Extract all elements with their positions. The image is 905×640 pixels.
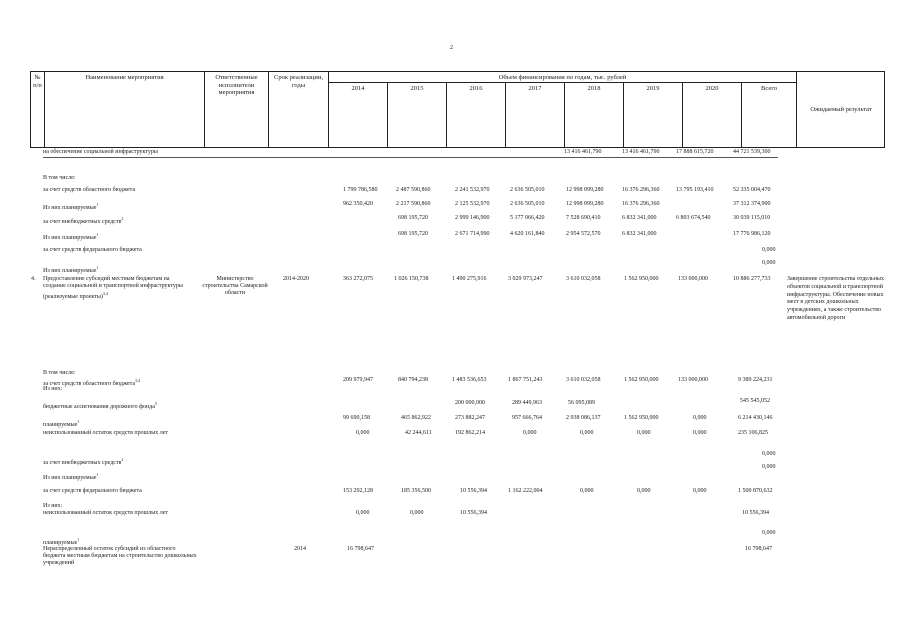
value-cell: 2 938 086,137: [566, 415, 601, 421]
value-cell: 192 862,214: [455, 430, 485, 436]
value-cell: 1 500 870,632: [738, 488, 773, 494]
value-cell: 465 862,922: [401, 415, 431, 421]
value-cell: 3 610 032,058: [566, 276, 601, 282]
value-cell: 99 690,158: [343, 415, 370, 421]
page-number: 2: [450, 45, 453, 51]
value-cell: 289 449,963: [512, 400, 542, 406]
value-cell: 0,000: [637, 430, 651, 436]
item-term: 2014-2020: [283, 276, 309, 282]
value-cell: 37 312 374,900: [733, 201, 771, 207]
item-number: 4.: [31, 276, 36, 282]
value-cell: 10 886 277,733: [733, 276, 771, 282]
value-cell: 0,000: [356, 510, 370, 516]
value-cell: 30 039 115,010: [733, 215, 771, 221]
value-cell: 0,000: [762, 247, 776, 253]
row-label: Нераспределенный остаток субсидий из областного бюджета местным бюджетам на строительство дошкольных учреждений: [43, 546, 197, 566]
value-cell: 2 636 505,010: [510, 187, 545, 193]
value-cell: 0,000: [523, 430, 537, 436]
value-cell: 3 610 032,058: [566, 377, 601, 383]
value-cell: 273 882,247: [455, 415, 485, 421]
item-result: Завершение строительства отдельных объектов социальной и транспортной инфраструктуры. Обеспечение новых мест в детских дошкольных учреждениях, а также строительство автомобильной дороги: [787, 276, 884, 321]
row-term: 2014: [294, 546, 306, 552]
value-cell: 1 026 150,738: [394, 276, 429, 282]
value-cell: 4 620 161,840: [510, 231, 545, 237]
row-label: Из них планируемые$^1$: [43, 265, 99, 274]
value-cell: 363 272,075: [343, 276, 373, 282]
value-cell: 1 867 751,243: [508, 377, 543, 383]
value-cell: 0,000: [580, 430, 594, 436]
value-cell: 56 095,089: [568, 400, 595, 406]
row-label: Из них планируемые$^1$: [43, 472, 99, 481]
value-cell: 12 998 099,280: [566, 187, 604, 193]
value-cell: 44 721 539,300: [733, 149, 771, 155]
value-cell: 0,000: [762, 530, 776, 536]
row-label: за счет средств федерального бюджета: [43, 247, 142, 253]
value-cell: 1 483 536,653: [452, 377, 487, 383]
row-label: за счет средств областного бюджета: [43, 187, 136, 193]
row-label: Из них:: [43, 503, 63, 509]
value-cell: 2 671 714,990: [455, 231, 490, 237]
value-cell: 133 000,000: [678, 276, 708, 282]
value-cell: 0,000: [762, 260, 776, 266]
header-year: 2017: [528, 85, 542, 92]
row-label: за счет средств областного бюджета$^{3,4}$: [43, 378, 141, 387]
header-num: № п/п: [33, 74, 42, 89]
value-cell: 5 177 066,420: [510, 215, 545, 221]
value-cell: 0,000: [580, 488, 594, 494]
row-label: Из них планируемые$^1$: [43, 232, 99, 241]
value-cell: 0,000: [693, 415, 707, 421]
header-divider: [328, 82, 796, 83]
item-responsible: Министерство строительства Самарской области: [202, 276, 268, 296]
value-cell: 6 214 430,146: [738, 415, 773, 421]
header-name: Наименование мероприятия: [85, 74, 164, 81]
value-cell: 133 000,000: [678, 377, 708, 383]
value-cell: 6 832 341,000: [622, 215, 657, 221]
value-cell: 698 195,720: [398, 215, 428, 221]
row-label: на обеспечение социальной инфраструктуры: [43, 149, 158, 155]
value-cell: 2 241 532,970: [455, 187, 490, 193]
value-cell: 2 999 146,900: [455, 215, 490, 221]
value-cell: 0,000: [693, 488, 707, 494]
value-cell: 16 798,647: [745, 546, 772, 552]
value-cell: 1 562 950,000: [624, 377, 659, 383]
header-year: 2016: [469, 85, 483, 92]
value-cell: 9 389 224,231: [738, 377, 773, 383]
row-label: планируемые$^1$: [43, 537, 80, 546]
value-cell: 6 832 341,000: [622, 231, 657, 237]
header-result: Ожидаемый результат: [810, 106, 872, 113]
value-cell: 12 998 099,280: [566, 201, 604, 207]
value-cell: 0,000: [410, 510, 424, 516]
value-cell: 962 350,420: [343, 201, 373, 207]
value-cell: 0,000: [762, 464, 776, 470]
value-cell: 13 416 461,790: [564, 149, 602, 155]
value-cell: 200 000,000: [455, 400, 485, 406]
header-year: 2019: [646, 85, 660, 92]
row-label: неиспользованный остаток средств прошлых лет: [43, 510, 169, 516]
value-cell: 1 162 222,004: [508, 488, 543, 494]
item-name: Предоставление субсидий местным бюджетам на создание социальной и транспортной инфраструктуры (реализуемые проекты)$^{3,4}$: [43, 276, 183, 300]
header-responsible: Ответственные исполнители мероприятия: [215, 74, 258, 96]
row-label: Из них:: [43, 386, 63, 392]
header-divider: [44, 72, 45, 147]
value-cell: 0,000: [637, 488, 651, 494]
value-cell: 17 776 986,120: [733, 231, 771, 237]
value-cell: 1 799 786,580: [343, 187, 378, 193]
header-total: Всего: [761, 85, 777, 92]
value-cell: 16 376 296,360: [622, 201, 660, 207]
value-cell: 698 195,720: [398, 231, 428, 237]
value-cell: 153 292,128: [343, 488, 373, 494]
row-label: В том числе:: [43, 175, 76, 181]
value-cell: 0,000: [356, 430, 370, 436]
value-cell: 16 798,647: [347, 546, 374, 552]
value-cell: 13 416 461,790: [622, 149, 660, 155]
row-label: планируемые$^1$: [43, 419, 80, 428]
value-cell: 1 562 950,000: [624, 415, 659, 421]
value-cell: 1 562 950,000: [624, 276, 659, 282]
value-cell: 840 794,238: [398, 377, 428, 383]
table-header: [30, 71, 885, 148]
value-cell: 957 666,764: [512, 415, 542, 421]
value-cell: 2 954 572,570: [566, 231, 601, 237]
row-label: за счет внебюджетных средств$^2$: [43, 216, 124, 225]
header-year: 2015: [410, 85, 424, 92]
value-cell: 52 335 004,470: [733, 187, 771, 193]
header-year: 2020: [705, 85, 719, 92]
value-cell: 3 029 973,247: [508, 276, 543, 282]
value-cell: 1 490 275,916: [452, 276, 487, 282]
header-volume: Объем финансирования по годам, тыс. рублей: [498, 74, 627, 81]
row-divider: [43, 157, 778, 158]
value-cell: 209 979,947: [343, 377, 373, 383]
value-cell: 2 217 590,860: [396, 201, 431, 207]
row-label: Из них планируемые$^1$: [43, 202, 99, 211]
value-cell: 2 125 532,970: [455, 201, 490, 207]
value-cell: 185 356,500: [401, 488, 431, 494]
value-cell: 10 556,394: [742, 510, 769, 516]
value-cell: 10 556,394: [460, 510, 487, 516]
value-cell: 10 556,394: [460, 488, 487, 494]
value-cell: 2 636 505,010: [510, 201, 545, 207]
value-cell: 17 888 615,720: [676, 149, 714, 155]
value-cell: 16 376 296,360: [622, 187, 660, 193]
header-term: Срок реализации, годы: [273, 74, 323, 89]
row-label: неиспользованный остаток средств прошлых лет: [43, 430, 169, 436]
value-cell: 235 106,825: [738, 430, 768, 436]
value-cell: 6 803 674,540: [676, 215, 711, 221]
header-divider: [328, 72, 329, 147]
row-label: за счет внебюджетных средств$^2$: [43, 457, 124, 466]
value-cell: 7 528 690,410: [566, 215, 601, 221]
value-cell: 0,000: [762, 451, 776, 457]
value-cell: 2 487 590,860: [396, 187, 431, 193]
value-cell: 13 795 193,410: [676, 187, 714, 193]
header-year: 2018: [587, 85, 601, 92]
header-year: 2014: [351, 85, 365, 92]
row-label: В том числе:: [43, 370, 76, 376]
value-cell: 0,000: [693, 430, 707, 436]
row-label: бюджетные ассигнования дорожного фонда$^5$: [43, 401, 157, 410]
row-label: за счет средств федерального бюджета: [43, 488, 142, 494]
value-cell: 42 244,611: [405, 430, 432, 436]
value-cell: 545 545,052: [740, 398, 770, 404]
